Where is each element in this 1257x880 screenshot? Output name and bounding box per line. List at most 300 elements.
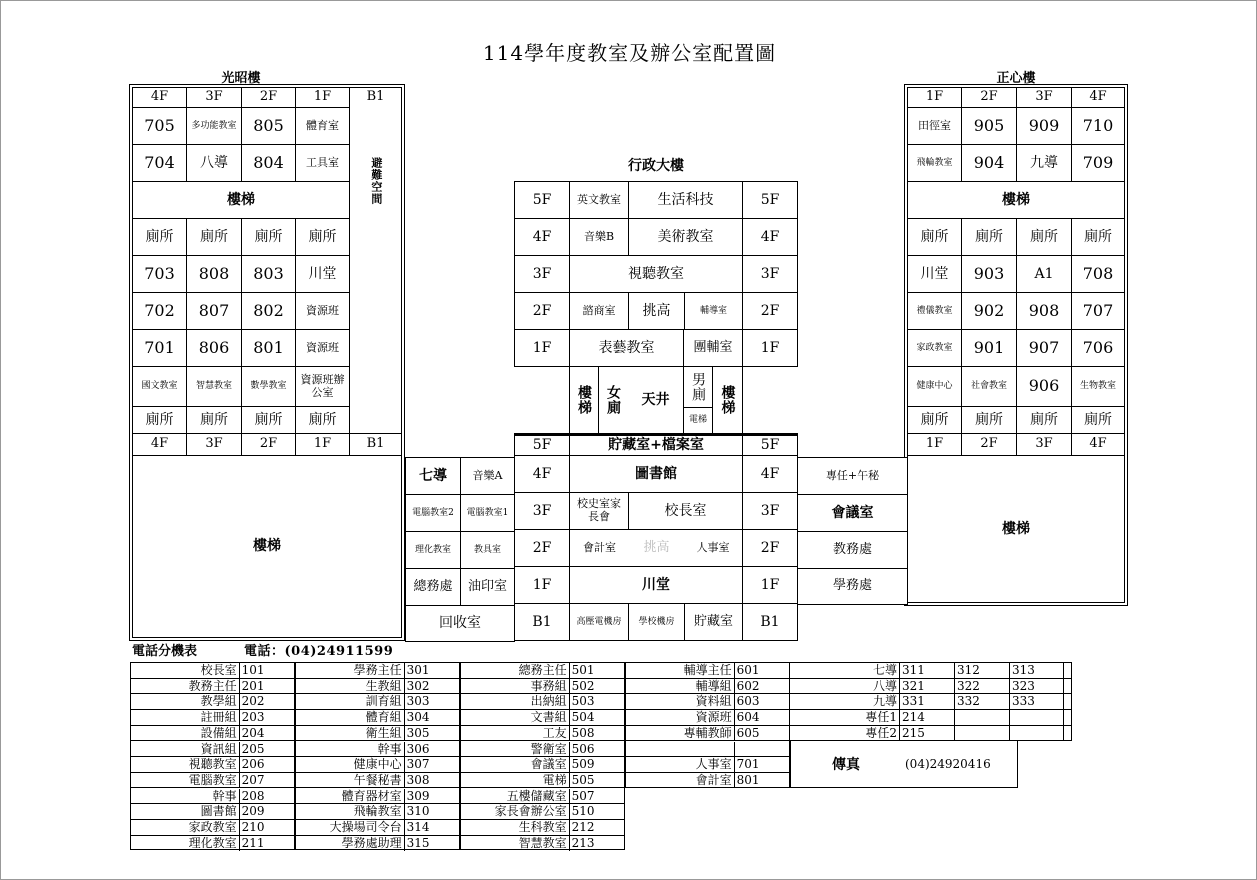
refuge-space: 避難空間: [369, 156, 383, 205]
room-805: 805: [241, 107, 296, 145]
room-art: 美術教室: [628, 218, 743, 256]
room-storage-archive: 貯藏室+檔案室: [569, 435, 743, 456]
gz-floor-label: 2F: [241, 433, 296, 456]
guangzhao-building-name: 光昭樓: [221, 71, 261, 86]
phone-office-label: 午餐秘書: [296, 773, 405, 788]
room-history-parents: 校史室家長會: [569, 492, 629, 530]
phone-extension: 508: [571, 725, 595, 740]
room-social: 社會教室: [961, 366, 1017, 407]
phone-office-label: 會議室: [461, 757, 570, 772]
phone-row: [461, 804, 624, 820]
phone-row: [461, 742, 624, 758]
atrium: 挑高: [628, 292, 685, 330]
patio: 天井: [627, 366, 684, 434]
zx-floor-label: 4F: [1071, 433, 1125, 456]
south-floor-label: 1F: [742, 566, 798, 604]
zx-floor-label: 4F: [1071, 87, 1125, 108]
phone-row: [131, 694, 294, 710]
gz-stairs: 樓梯: [132, 181, 350, 219]
phone-office-label: 幹事: [296, 742, 405, 757]
south-floor-label: B1: [514, 603, 570, 641]
academic-affairs-office: 教務處: [797, 531, 908, 569]
phone-row: [461, 773, 624, 789]
phone-office-label: 輔導主任: [626, 663, 735, 678]
phone-extension: 502: [571, 678, 595, 693]
room-803: 803: [241, 255, 296, 293]
phone-extension: 311: [900, 663, 955, 678]
zx-floor-label: 2F: [961, 87, 1017, 108]
admin-building-name: 行政大樓: [628, 158, 684, 174]
phone-extension: 302: [406, 678, 430, 693]
gz-restroom: 廁所: [132, 406, 187, 434]
phone-extension: [955, 726, 1010, 742]
phone-office-label: 七導: [790, 663, 900, 678]
phone-office-label: 衛生組: [296, 726, 405, 741]
room-806: 806: [186, 329, 242, 367]
room-701: 701: [132, 329, 187, 367]
accounting-office: 會計室: [569, 529, 629, 567]
zx-restroom: 廁所: [961, 406, 1017, 434]
phone-office-label: 智慧教室: [461, 836, 570, 852]
phone-extension: 301: [406, 663, 430, 677]
phone-extension: 307: [406, 757, 430, 772]
room-spinning: 飛輪教室: [907, 144, 962, 182]
teaching-aid-room: 教具室: [460, 531, 515, 569]
gz-floor-label: 3F: [186, 87, 242, 108]
phone-extension: 602: [736, 678, 760, 693]
gz-main-stairs: 樓梯: [132, 455, 402, 638]
admin-stairs: 樓梯: [569, 366, 599, 434]
phone-office-label: 五樓儲藏室: [461, 789, 570, 804]
phone-row: [131, 836, 294, 852]
phone-extension: 504: [571, 710, 595, 725]
room-resource-class: 資源班: [295, 292, 350, 330]
server-room: 學校機房: [628, 603, 685, 641]
room-905: 905: [961, 107, 1017, 145]
gz-restroom: 廁所: [186, 406, 242, 434]
phone-office-label: 家政教室: [131, 820, 240, 835]
phone-office-label: 出納組: [461, 694, 570, 709]
room-biology: 生物教室: [1071, 366, 1125, 407]
gz-restroom: 廁所: [132, 218, 187, 256]
zx-floor-label: 2F: [961, 433, 1017, 456]
phone-column: [460, 662, 625, 850]
phone-row: [790, 694, 1071, 710]
south-floor-label: 3F: [514, 492, 570, 530]
student-affairs-office: 學務處: [797, 568, 908, 605]
gz-floor-label: B1: [349, 433, 402, 456]
phone-row: [131, 757, 294, 773]
phone-extension: 306: [406, 741, 430, 756]
phone-office-label: 教務主任: [131, 679, 240, 694]
grade7-office: 七導: [405, 457, 461, 495]
phone-office-label: 體育組: [296, 710, 405, 725]
admin-floor-label: 4F: [514, 218, 570, 256]
phone-row: [296, 820, 459, 836]
phone-office-label: 生教組: [296, 679, 405, 694]
phone-extension: 208: [241, 788, 265, 803]
phone-extension: 204: [241, 725, 265, 740]
phone-extension: 323: [1010, 679, 1064, 694]
storage-room: 貯藏室: [684, 603, 743, 641]
phone-extension: 505: [571, 772, 595, 787]
south-floor-label: 5F: [514, 435, 570, 456]
general-affairs-office: 總務處: [405, 568, 461, 606]
personnel-office: 人事室: [684, 529, 743, 567]
gz-restroom: 廁所: [241, 406, 296, 434]
room-guidance: 輔導室: [684, 292, 743, 330]
phone-row: [790, 663, 1071, 679]
phone-extension: 603: [736, 694, 760, 709]
phone-office-label: 飛輪教室: [296, 804, 405, 819]
zx-floor-label: 3F: [1016, 87, 1072, 108]
gz-b1-column: [349, 107, 402, 434]
phone-office-label: [626, 742, 735, 757]
phone-extension: 304: [406, 710, 430, 725]
room-707: 707: [1071, 292, 1125, 330]
high-voltage-room: 高壓電機房: [569, 603, 629, 641]
phone-row: [131, 789, 294, 805]
phone-office-label: 事務組: [461, 679, 570, 694]
phone-office-label: 專輔教師: [626, 726, 735, 741]
phone-office-label: 視聽教室: [131, 757, 240, 772]
phone-row: [461, 836, 624, 852]
phone-extension: 206: [241, 757, 265, 772]
phone-extension: 507: [571, 788, 595, 803]
room-901: 901: [961, 329, 1017, 367]
room-tool: 工具室: [295, 144, 350, 182]
phone-row: [131, 726, 294, 742]
phone-row: [626, 757, 789, 773]
phone-row: [296, 663, 459, 679]
gz-restroom: 廁所: [186, 218, 242, 256]
phone-office-label: 輔導組: [626, 679, 735, 694]
phone-office-label: 電腦教室: [131, 773, 240, 788]
computer-lab-1: 電腦教室1: [460, 494, 515, 532]
zx-floor-label: 1F: [907, 433, 962, 456]
elevator: 電梯: [683, 407, 713, 434]
phone-heading: 電話分機表: [132, 644, 198, 659]
phone-extension: 205: [241, 741, 265, 756]
phone-extension: 203: [241, 710, 265, 725]
phone-extension: 506: [571, 741, 595, 756]
gz-restroom: 廁所: [295, 218, 350, 256]
south-floor-label: 1F: [514, 566, 570, 604]
phone-extension: 310: [406, 804, 430, 819]
phone-row: [296, 726, 459, 742]
phone-extension: 604: [736, 710, 760, 725]
room-906: 906: [1016, 366, 1072, 407]
gz-restroom: 廁所: [241, 218, 296, 256]
phone-office-label: 專任1: [790, 710, 900, 725]
room-group-counseling: 團輔室: [683, 329, 743, 367]
room-av: 視聽教室: [569, 255, 743, 293]
phone-office-label: 九導: [790, 694, 900, 709]
room-health-center: 健康中心: [907, 366, 962, 407]
room-801: 801: [241, 329, 296, 367]
gz-floor-label: 4F: [132, 87, 187, 108]
phone-extension: 501: [571, 663, 595, 677]
phone-extension: [955, 710, 1010, 725]
admin-floor-label: 2F: [514, 292, 570, 330]
phone-office-label: 總務主任: [461, 663, 570, 678]
phone-office-label: 八導: [790, 679, 900, 694]
phone-office-label: 訓育組: [296, 694, 405, 709]
phone-column: [625, 662, 790, 788]
phone-extension: 207: [241, 772, 265, 787]
south-hallway: 川堂: [569, 566, 743, 604]
zx-restroom: 廁所: [1071, 406, 1125, 434]
room-resource-office: 資源班辦公室: [295, 366, 350, 407]
south-floor-label: 2F: [514, 529, 570, 567]
fax-box: [790, 741, 1018, 788]
phone-extension: [735, 742, 789, 757]
gz-floor-label: 3F: [186, 433, 242, 456]
phone-extension: 313: [1010, 663, 1064, 678]
room-math: 數學教室: [241, 366, 296, 407]
phone-extension: 303: [406, 694, 430, 709]
phone-row: [296, 773, 459, 789]
phone-extension: 701: [736, 757, 760, 772]
phone-extension: 101: [241, 663, 265, 677]
zx-main-stairs: 樓梯: [907, 455, 1125, 603]
phone-row: [461, 710, 624, 726]
phone-extension: 209: [241, 804, 265, 819]
gz-floor-label: 1F: [295, 433, 350, 456]
room-902: 902: [961, 292, 1017, 330]
room-804: 804: [241, 144, 296, 182]
phone-office-label: 理化教室: [131, 836, 240, 852]
phone-extension: 211: [241, 835, 265, 850]
zx-floor-label: 3F: [1016, 433, 1072, 456]
phone-column: [790, 662, 1072, 741]
phone-row: [296, 742, 459, 758]
room-807: 807: [186, 292, 242, 330]
room-903: 903: [961, 255, 1017, 293]
zx-stairs: 樓梯: [907, 181, 1125, 219]
phone-office-label: 資源班: [626, 710, 735, 725]
phone-row: [131, 804, 294, 820]
phone-row: [790, 679, 1071, 695]
zhengxin-building-name: 正心樓: [996, 71, 1036, 86]
staff-office: 專任+午秘: [797, 457, 908, 495]
phone-number: 電話：(04)24911599: [244, 644, 394, 659]
phone-office-label: 資料組: [626, 694, 735, 709]
phone-office-label: 健康中心: [296, 757, 405, 772]
room-710: 710: [1071, 107, 1125, 145]
room-smart: 智慧教室: [186, 366, 242, 407]
phone-office-label: 資訊組: [131, 742, 240, 757]
room-performing-arts: 表藝教室: [569, 329, 684, 367]
page-title: 114學年度教室及辦公室配置圖: [482, 41, 777, 65]
phone-extension-table: [130, 662, 1072, 853]
admin-floor-label: 3F: [514, 255, 570, 293]
room-909: 909: [1016, 107, 1072, 145]
science-lab: 理化教室: [405, 531, 461, 569]
phone-office-label: 設備組: [131, 726, 240, 741]
phone-extension: 503: [571, 694, 595, 709]
phone-row: [131, 820, 294, 836]
phone-row: [131, 663, 294, 679]
phone-office-label: 警衛室: [461, 742, 570, 757]
phone-row: [461, 789, 624, 805]
phone-row: [296, 757, 459, 773]
south-floor-label: 4F: [514, 455, 570, 493]
phone-row: [461, 694, 624, 710]
phone-office-label: 學務處助理: [296, 836, 405, 852]
room-grade9-office: 九導: [1016, 144, 1072, 182]
phone-row: [461, 679, 624, 695]
phone-extension: [1010, 710, 1064, 725]
principal-office: 校長室: [628, 492, 743, 530]
zx-restroom: 廁所: [1016, 406, 1072, 434]
room-908: 908: [1016, 292, 1072, 330]
phone-office-label: 工友: [461, 726, 570, 741]
female-restroom: 女廁: [598, 366, 628, 434]
phone-office-label: 教學組: [131, 694, 240, 709]
meeting-room: 會議室: [797, 494, 908, 532]
phone-row: [626, 663, 789, 679]
phone-extension: 321: [900, 679, 955, 694]
zx-hallway: 川堂: [907, 255, 962, 293]
phone-extension: 212: [571, 820, 595, 834]
phone-office-label: 註冊組: [131, 710, 240, 725]
admin-floor-label: 3F: [742, 255, 798, 293]
phone-extension: 332: [955, 694, 1010, 709]
room-a1: A1: [1016, 255, 1072, 293]
room-808: 808: [186, 255, 242, 293]
admin-floor-label: 1F: [742, 329, 798, 367]
gz-floor-label: 4F: [132, 433, 187, 456]
phone-row: [461, 663, 624, 679]
phone-row: [296, 804, 459, 820]
phone-row: [790, 710, 1071, 726]
computer-lab-2: 電腦教室2: [405, 494, 461, 532]
admin-floor-label: 4F: [742, 218, 798, 256]
room-music-b: 音樂B: [569, 218, 629, 256]
phone-row: [790, 726, 1071, 742]
room-907: 907: [1016, 329, 1072, 367]
south-floor-label: B1: [742, 603, 798, 641]
room-802: 802: [241, 292, 296, 330]
phone-extension: 315: [406, 835, 430, 850]
recycling-room: 回收室: [405, 605, 515, 642]
music-a: 音樂A: [460, 457, 515, 495]
gz-restroom: 廁所: [295, 406, 350, 434]
phone-extension: 308: [406, 772, 430, 787]
room-multipurpose: 多功能教室: [186, 107, 242, 145]
phone-column: [130, 662, 295, 850]
admin-floor-label: 1F: [514, 329, 570, 367]
phone-office-label: 生科教室: [461, 820, 570, 835]
phone-office-label: 電梯: [461, 773, 570, 788]
phone-row: [296, 789, 459, 805]
phone-row: [461, 726, 624, 742]
phone-extension: [1010, 726, 1064, 742]
phone-office-label: 圖書館: [131, 804, 240, 819]
phone-extension: 215: [900, 726, 955, 742]
phone-office-label: 幹事: [131, 789, 240, 804]
phone-row: [131, 710, 294, 726]
phone-row: [626, 726, 789, 742]
phone-extension: 509: [571, 757, 595, 772]
library: 圖書館: [569, 455, 743, 493]
gz-floor-label: 1F: [295, 87, 350, 108]
phone-office-label: 會計室: [626, 773, 735, 789]
phone-extension: 331: [900, 694, 955, 709]
phone-office-label: 專任2: [790, 726, 900, 742]
phone-extension: 601: [736, 663, 760, 677]
phone-extension: 213: [571, 835, 595, 850]
south-floor-label: 3F: [742, 492, 798, 530]
phone-extension: 801: [736, 772, 760, 787]
room-706: 706: [1071, 329, 1125, 367]
south-floor-label: 2F: [742, 529, 798, 567]
zx-restroom: 廁所: [1071, 218, 1125, 256]
room-702: 702: [132, 292, 187, 330]
room-home-ec: 家政教室: [907, 329, 962, 367]
fax-label: 傳真: [832, 756, 860, 773]
zx-restroom: 廁所: [907, 218, 962, 256]
phone-row: [296, 836, 459, 852]
admin-floor-label: 2F: [742, 292, 798, 330]
phone-row: [296, 679, 459, 695]
phone-row: [626, 710, 789, 726]
phone-row: [461, 757, 624, 773]
fax-number: (04)24920416: [905, 756, 991, 771]
phone-extension: 202: [241, 694, 265, 709]
phone-office-label: 文書組: [461, 710, 570, 725]
admin-floor-label: 5F: [514, 181, 570, 219]
phone-row: [626, 694, 789, 710]
room-pe-office: 體育室: [295, 107, 350, 145]
phone-office-label: 學務主任: [296, 663, 405, 678]
room-705: 705: [132, 107, 187, 145]
male-restroom: 男廁: [683, 366, 713, 408]
room-grade8-office: 八導: [186, 144, 242, 182]
room-709: 709: [1071, 144, 1125, 182]
south-floor-label: 5F: [742, 435, 798, 456]
room-etiquette: 禮儀教室: [907, 292, 962, 330]
phone-extension: 210: [241, 820, 265, 834]
phone-row: [296, 710, 459, 726]
phone-extension: 305: [406, 725, 430, 740]
phone-office-label: 家長會辦公室: [461, 804, 570, 819]
room-904: 904: [961, 144, 1017, 182]
phone-row: [131, 742, 294, 758]
phone-extension: 309: [406, 788, 430, 803]
admin-floor-label: 5F: [742, 181, 798, 219]
phone-office-label: 體育器材室: [296, 789, 405, 804]
phone-extension: 333: [1010, 694, 1064, 709]
phone-extension: 312: [955, 663, 1010, 678]
phone-office-label: 人事室: [626, 757, 735, 772]
phone-extension: 510: [571, 804, 595, 819]
room-counseling: 諮商室: [569, 292, 629, 330]
room-703: 703: [132, 255, 187, 293]
room-708: 708: [1071, 255, 1125, 293]
phone-row: [296, 694, 459, 710]
room-track: 田徑室: [907, 107, 962, 145]
room-704: 704: [132, 144, 187, 182]
zx-restroom: 廁所: [961, 218, 1017, 256]
phone-office-label: 大操場司令台: [296, 820, 405, 835]
phone-row: [131, 679, 294, 695]
phone-office-label: 校長室: [131, 663, 240, 678]
south-floor-label: 4F: [742, 455, 798, 493]
phone-extension: 322: [955, 679, 1010, 694]
phone-extension: 314: [406, 820, 430, 834]
